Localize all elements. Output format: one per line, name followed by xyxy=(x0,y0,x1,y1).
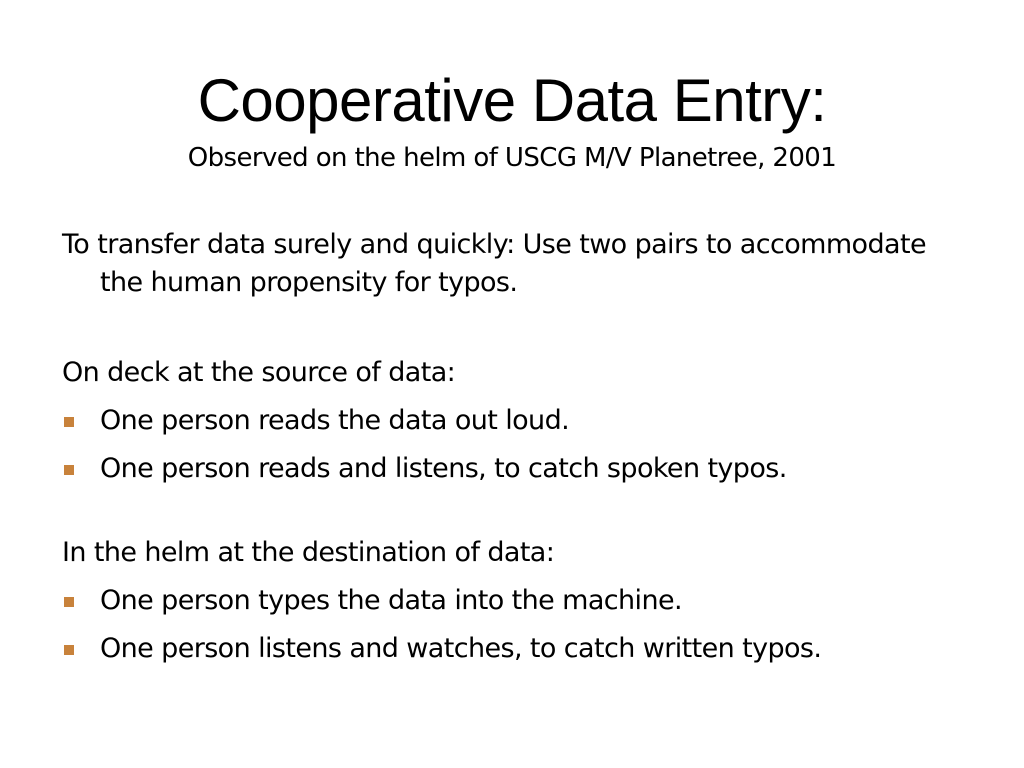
bullet-text: One person listens and watches, to catch written typos. xyxy=(100,633,822,664)
bullet-text: One person types the data into the machine. xyxy=(100,585,682,616)
slide-body xyxy=(62,226,962,678)
section-heading-source: On deck at the source of data: xyxy=(62,357,456,388)
intro-paragraph: To transfer data surely and quickly: Use two pairs to accommodate the human propensity for typos. xyxy=(62,229,926,298)
bullet-text: One person reads the data out loud. xyxy=(100,405,570,436)
list-item xyxy=(62,630,962,678)
bullet-text: One person reads and listens, to catch spoken typos. xyxy=(100,453,787,484)
list-item xyxy=(62,582,962,630)
list-item xyxy=(62,402,962,450)
section-heading-destination: In the helm at the destination of data: xyxy=(62,537,555,568)
bullet-list-destination xyxy=(62,582,962,678)
square-bullet-icon xyxy=(64,645,74,655)
square-bullet-icon xyxy=(64,597,74,607)
square-bullet-icon xyxy=(64,417,74,427)
square-bullet-icon xyxy=(64,465,74,475)
list-item xyxy=(62,450,962,498)
slide-subtitle: Observed on the helm of USCG M/V Planetree, 2001 xyxy=(187,143,837,173)
bullet-list-source xyxy=(62,402,962,498)
slide-title: Cooperative Data Entry: xyxy=(197,67,827,134)
